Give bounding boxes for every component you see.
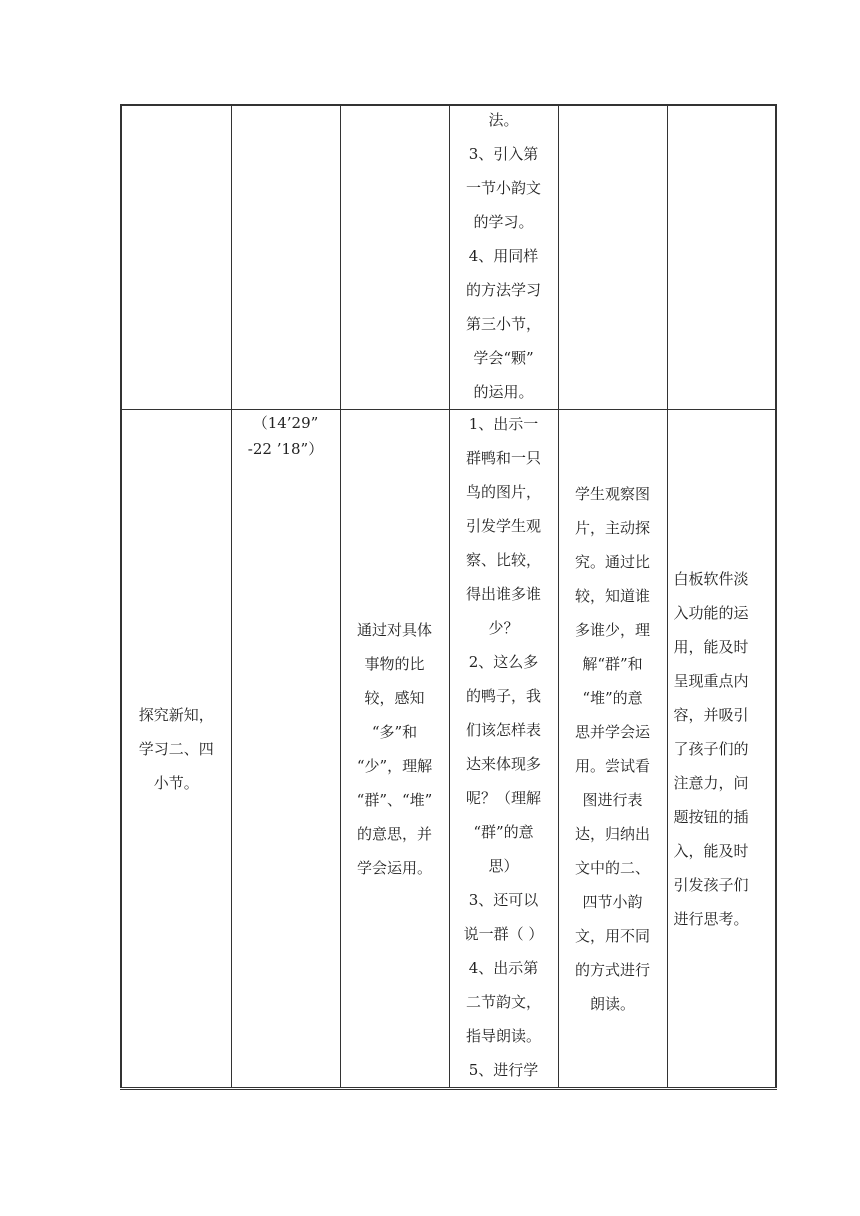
table-row: [121, 105, 776, 410]
media-use-cell: [667, 410, 776, 1089]
objective-cell: [340, 410, 449, 1089]
table-cell-empty: [667, 105, 776, 410]
time-text: （14’29” -22 ’18”）: [247, 414, 324, 458]
media-use-text: 白板软件淡 入功能的运 用，能及时 呈现重点内 容，并吸引 了孩子们的 注意力，问 题按钮的插 入，能及时 引发孩子们 进行思考。: [673, 569, 749, 928]
objective-text: 通过对具体 事物的比 较，感知 “多”和 “少”，理解 “群”、“堆” 的意思，并 学会运用。: [356, 620, 433, 877]
table-cell-empty: [340, 105, 449, 410]
stage-text: 探究新知， 学习二、四 小节。: [138, 705, 214, 792]
student-activity-cell: [558, 410, 667, 1089]
time-cell: [231, 410, 340, 1089]
table-row: [121, 410, 776, 1089]
student-activity-text: 学生观察图 片，主动探 究。通过比 较，知道谁 多谁少，理 解“群”和 “堆”的意 思并学会运 用。尝试看 图进行表 达，归纳出 文中的二、 四节小韵 文，用不同 的方式进行 朗读。: [574, 484, 650, 1013]
teacher-activity-cell: [449, 105, 558, 410]
teacher-activity-text: 1、出示一 群鸭和一只 鸟的图片， 引发学生观 察、比较， 得出谁多谁 少？ 2、这么多 的鸭子，我 们该怎样表 达来体现多 呢？（理解 “群”的意 思） 3、还可以 说一群（ ） 4、出示第 二节韵文， 指导朗读。 5、进行学: [463, 415, 544, 1079]
table-cell-empty: [558, 105, 667, 410]
table-cell-empty: [121, 105, 231, 410]
lesson-plan-table: [120, 104, 777, 1090]
stage-cell: [121, 410, 231, 1089]
table-cell-empty: [231, 105, 340, 410]
teacher-activity-cell: [449, 410, 558, 1089]
teacher-activity-text: 法。 3、引入第 一节小韵文 的学习。 4、用同样 的方法学习 第三小节， 学会“颗” 的运用。: [465, 111, 541, 401]
